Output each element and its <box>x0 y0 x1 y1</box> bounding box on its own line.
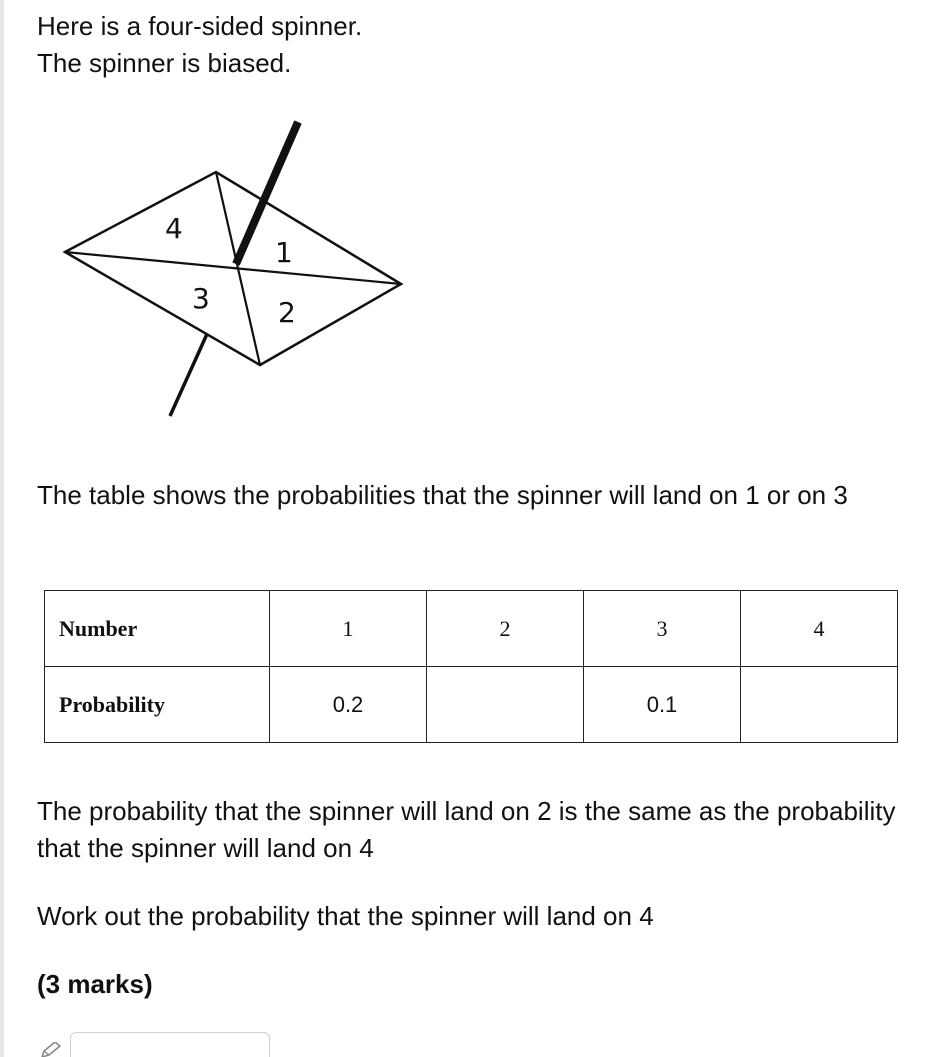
probability-cell-4 <box>741 667 898 743</box>
spinner-label-3: 3 <box>192 282 210 315</box>
probability-table <box>44 590 898 743</box>
row-header-probability: Probability <box>45 667 270 743</box>
answer-input[interactable] <box>70 1032 270 1057</box>
spinner-label-2: 2 <box>278 296 296 329</box>
spinner-label-1: 1 <box>275 236 293 269</box>
pencil-icon <box>38 1042 64 1057</box>
spinner-pointer-bottom <box>170 334 207 416</box>
table-row-number <box>45 591 898 667</box>
marks-label: (3 marks) <box>37 969 153 999</box>
number-cell-2: 2 <box>427 591 584 667</box>
same-probability-text: The probability that the spinner will land on 2 is the same as the probability that the spinner will land on 4 <box>37 796 896 863</box>
row-header-number: Number <box>45 591 270 667</box>
left-border <box>0 0 4 1057</box>
probability-cell-3: 0.1 <box>584 667 741 743</box>
table-intro-text: The table shows the probabilities that the spinner will land on 1 or on 3 <box>37 480 848 510</box>
number-cell-4: 4 <box>741 591 898 667</box>
spinner-diagram <box>55 112 415 422</box>
intro-line-2: The spinner is biased. <box>37 48 292 78</box>
intro-text <box>37 8 897 82</box>
probability-cell-1: 0.2 <box>270 667 427 743</box>
table-row-probability <box>45 667 898 743</box>
number-cell-3: 3 <box>584 591 741 667</box>
work-out-text: Work out the probability that the spinner will land on 4 <box>37 901 654 931</box>
spinner-label-4: 4 <box>165 212 183 245</box>
intro-line-1: Here is a four-sided spinner. <box>37 11 363 41</box>
number-cell-1: 1 <box>270 591 427 667</box>
probability-cell-2 <box>427 667 584 743</box>
